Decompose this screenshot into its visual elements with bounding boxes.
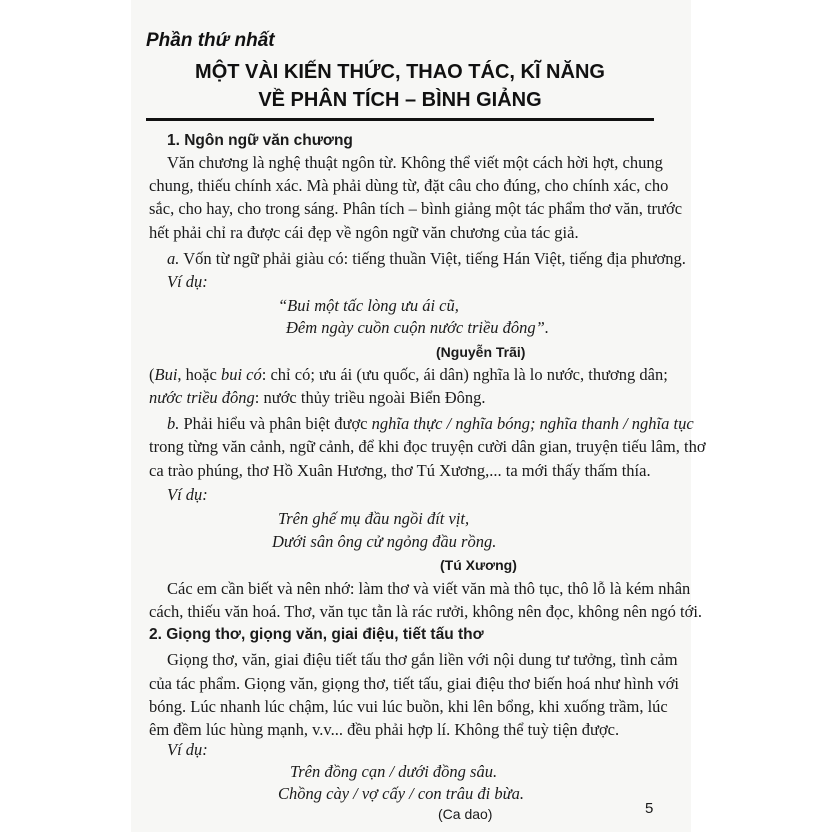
- gloss-open: (: [149, 364, 155, 384]
- gloss-text: : nước thủy triều ngoài Biển Đông.: [254, 388, 486, 408]
- poem-line: Trên đồng cạn / dưới đồng sâu.: [290, 762, 498, 781]
- point-a: [167, 248, 686, 269]
- chapter-title-line-2: VỀ PHÂN TÍCH – BÌNH GIẢNG: [258, 89, 542, 111]
- section-2-heading: 2. Giọng thơ, giọng văn, giai điệu, tiết tấu thơ: [149, 626, 484, 644]
- paragraph-line: hết phải chỉ ra được cái đẹp về ngôn ngữ văn chương của tác giả.: [149, 222, 579, 242]
- gloss-line-1: [149, 364, 668, 385]
- example-label: Ví dụ:: [167, 740, 208, 759]
- paragraph-line: êm đềm lúc hùng mạnh, v.v... đều phải hợp lí. Không thể tuỳ tiện được.: [149, 720, 620, 740]
- poem-line: Trên ghế mụ đầu ngồi đít vịt,: [278, 509, 470, 529]
- paragraph-line: chung, thiếu chính xác. Mà phải dùng từ, đặt câu cho đúng, cho chính xác, cho: [149, 176, 669, 196]
- example-label: Ví dụ:: [167, 484, 208, 504]
- gloss-line-2: [149, 388, 639, 408]
- example-label: Ví dụ:: [167, 271, 208, 291]
- part-label: Phần thứ nhất: [146, 30, 275, 51]
- paragraph-line: bóng. Lúc nhanh lúc chậm, lúc vui lúc buồn, khi lên bổng, khi xuống trầm, lúc: [149, 696, 668, 716]
- poem-line: “Bui một tấc lòng ưu ái cũ,: [278, 296, 459, 316]
- point-a-text: Vốn từ ngữ phải giàu có: tiếng thuần Việt, tiếng Hán Việt, tiếng địa phương.: [179, 248, 686, 268]
- paragraph-line: sắc, cho hay, cho trong sáng. Phân tích – bình giảng một tác phẩm thơ văn, trước: [149, 199, 683, 219]
- point-b-text: Phải hiểu và phân biệt được: [179, 414, 372, 434]
- poem-author: (Nguyễn Trãi): [436, 343, 526, 360]
- point-b-line-2: trong từng văn cảnh, ngữ cảnh, để khi đọc truyện cười dân gian, truyện tiếu lâm, thơ: [149, 437, 706, 457]
- paragraph-line: Các em cần biết và nên nhớ: làm thơ và viết văn mà thô tục, thô lỗ là kém nhân: [167, 578, 691, 598]
- gloss-word: bui có: [220, 364, 262, 384]
- poem-author: (Ca dao): [438, 806, 493, 822]
- poem-line: Đêm ngày cuồn cuộn nước triều đông”.: [286, 318, 549, 338]
- gloss-word: nước triều đông: [149, 388, 255, 408]
- page-number: 5: [645, 800, 654, 817]
- poem-author: (Tú Xương): [440, 557, 517, 574]
- paragraph-line: Giọng thơ, văn, giai điệu tiết tấu thơ gắn liền với nội dung tư tưởng, tình cảm: [167, 650, 678, 670]
- point-a-label: a.: [167, 248, 180, 268]
- point-b-line-1: [167, 414, 694, 434]
- point-b-terms: nghĩa thực / nghĩa bóng; nghĩa thanh / nghĩa tục: [371, 414, 694, 434]
- paragraph-line: Văn chương là nghệ thuật ngôn từ. Không thể viết một cách hời hợt, chung: [167, 152, 663, 172]
- gloss-word: Bui: [154, 364, 178, 384]
- chapter-title-line-1: MỘT VÀI KIẾN THỨC, THAO TÁC, KĨ NĂNG: [195, 61, 605, 83]
- poem-line: Dưới sân ông cử ngỏng đầu rồng.: [272, 532, 497, 552]
- poem-line: Chồng cày / vợ cấy / con trâu đi bừa.: [278, 784, 525, 803]
- point-b-line-3: ca trào phúng, thơ Hồ Xuân Hương, thơ Tú Xương,... ta mới thấy thấm thía.: [149, 460, 651, 480]
- paragraph-line: cách, thiếu văn hoá. Thơ, văn tục tằn là rác rưởi, không nên đọc, không nên ngó tới.: [149, 602, 703, 622]
- title-underline: [146, 118, 654, 121]
- paragraph-line: của tác phẩm. Giọng văn, giọng thơ, tiết tấu, giai điệu thơ biến hoá như hình với: [149, 673, 680, 693]
- point-b-label: b.: [167, 414, 180, 434]
- gloss-text: : chỉ có; ưu ái (ưu quốc, ái dân) nghĩa là lo nước, thương dân;: [261, 364, 668, 384]
- gloss-text: , hoặc: [177, 364, 221, 384]
- section-1-heading: 1. Ngôn ngữ văn chương: [167, 131, 353, 149]
